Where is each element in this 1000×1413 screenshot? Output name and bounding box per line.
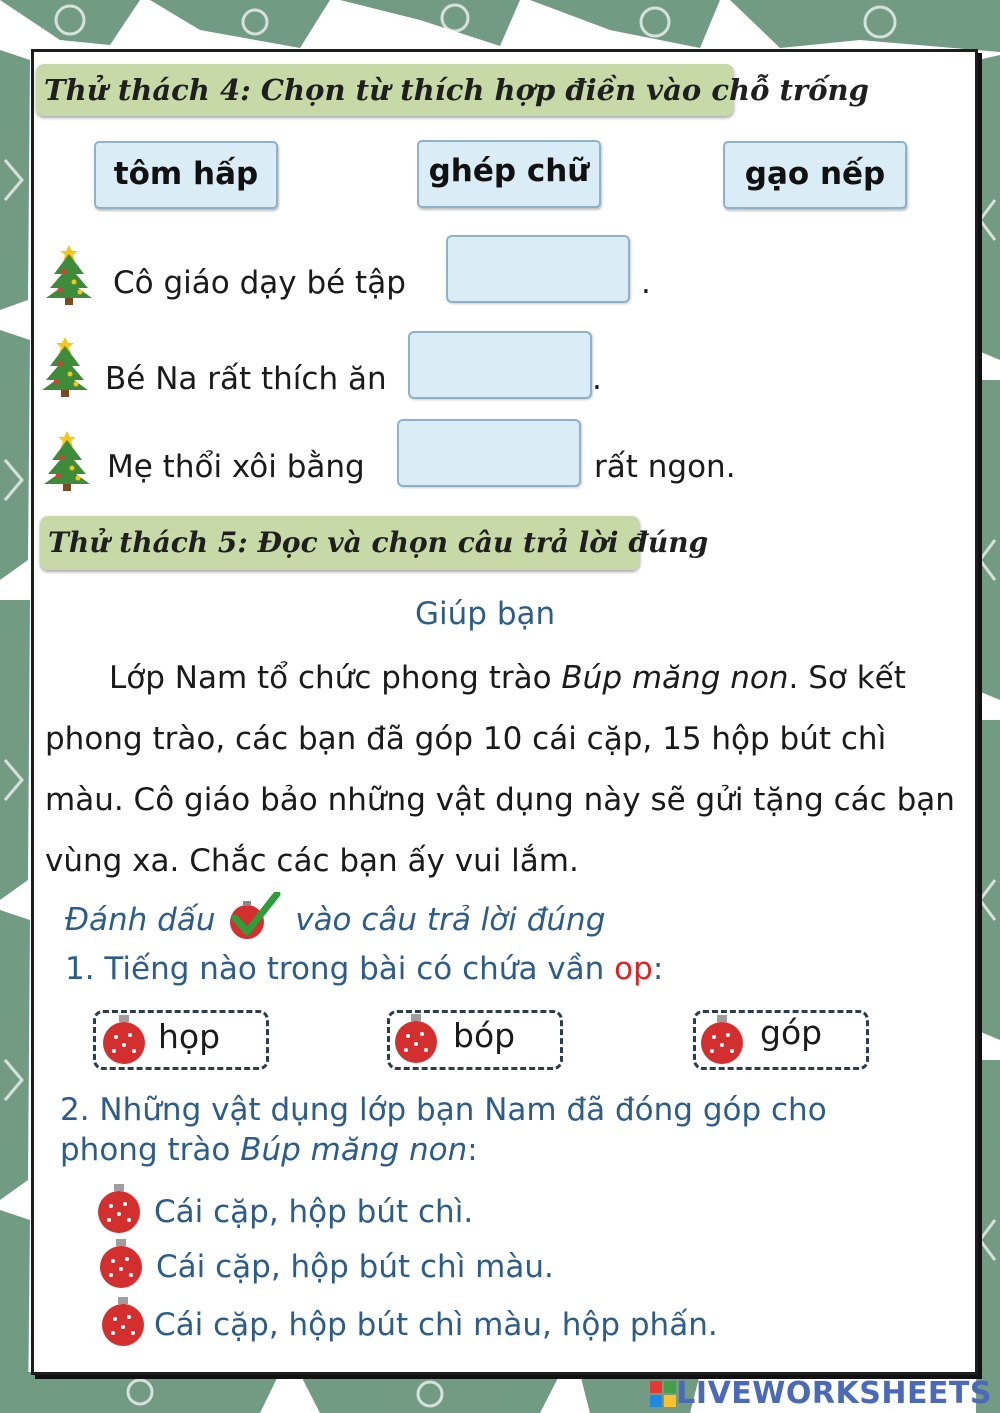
question-2-text: phong trào bbox=[60, 1132, 241, 1168]
christmas-tree-icon bbox=[38, 334, 92, 398]
challenge-4-title: Thử thách 4: Chọn từ thích hợp điền vào chỗ trống bbox=[44, 73, 869, 107]
christmas-tree-icon bbox=[42, 242, 96, 306]
question-2-line-1: 2. Những vật dụng lớp bạn Nam đã đóng góp cho bbox=[60, 1092, 827, 1128]
instruction-text-after: vào câu trả lời đúng bbox=[295, 902, 606, 938]
ornament-radio-icon[interactable] bbox=[100, 1013, 148, 1067]
sentence-3-text: Mẹ thổi xôi bằng bbox=[107, 449, 365, 485]
checkmark-ornament-icon bbox=[227, 892, 283, 942]
answer-blank-2[interactable] bbox=[408, 331, 592, 399]
liveworksheets-brand: LIVEWORKSHEETS bbox=[676, 1376, 992, 1411]
ornament-radio-icon[interactable] bbox=[392, 1012, 440, 1066]
ornament-radio-icon[interactable] bbox=[97, 1237, 145, 1291]
challenge-5-title: Thử thách 5: Đọc và chọn câu trả lời đúng bbox=[48, 526, 709, 559]
q2-option-3-label[interactable]: Cái cặp, hộp bút chì màu, hộp phấn. bbox=[154, 1307, 718, 1343]
liveworksheets-logo bbox=[650, 1376, 992, 1411]
challenge-5-banner bbox=[40, 516, 709, 570]
story-text-part-2: . Sơ kết phong trào, các bạn đã góp 10 cái cặp, 15 hộp bút chì màu. Cô giáo bảo những vật dụng này sẽ gửi tặng các bạn vùng xa. Chắc các bạn ấy vui lắm. bbox=[45, 660, 955, 879]
instruction-text-before: Đánh dấu bbox=[65, 902, 216, 938]
q1-option-2-label: bóp bbox=[453, 1016, 516, 1055]
ornament-radio-icon[interactable] bbox=[95, 1182, 143, 1236]
word-chip-tom-hap[interactable]: tôm hấp bbox=[94, 141, 278, 209]
sentence-1-end: . bbox=[641, 265, 651, 301]
story-text-part-1: Lớp Nam tổ chức phong trào bbox=[109, 660, 562, 696]
word-chip-ghep-chu[interactable]: ghép chữ bbox=[417, 140, 601, 208]
q2-option-1-label[interactable]: Cái cặp, hộp bút chì. bbox=[154, 1194, 474, 1230]
question-1 bbox=[65, 951, 663, 987]
ornament-radio-icon[interactable] bbox=[698, 1013, 746, 1067]
word-chip-gao-nep[interactable]: gạo nếp bbox=[723, 141, 907, 209]
q1-option-3-label: góp bbox=[760, 1013, 823, 1052]
answer-blank-3[interactable] bbox=[397, 419, 581, 487]
story-paragraph bbox=[45, 648, 965, 892]
movement-name: Búp măng non bbox=[561, 660, 789, 696]
christmas-tree-icon bbox=[40, 428, 94, 492]
sentence-1-text: Cô giáo dạy bé tập bbox=[113, 265, 406, 301]
instruction bbox=[65, 892, 605, 942]
ornament-radio-icon[interactable] bbox=[99, 1295, 147, 1349]
question-2-line-2 bbox=[60, 1132, 478, 1168]
sentence-2-end: . bbox=[592, 361, 602, 397]
story-title: Giúp bạn bbox=[415, 596, 556, 632]
question-1-text: 1. Tiếng nào trong bài có chứa vần bbox=[65, 951, 615, 987]
rhyme-highlight: op bbox=[614, 951, 653, 987]
liveworksheets-logo-icon bbox=[650, 1381, 676, 1407]
sentence-3-end: rất ngon. bbox=[594, 449, 736, 485]
challenge-4-banner bbox=[36, 64, 869, 116]
sentence-2-text: Bé Na rất thích ăn bbox=[105, 361, 387, 397]
q1-option-1-label: họp bbox=[158, 1017, 221, 1056]
q2-option-2-label[interactable]: Cái cặp, hộp bút chì màu. bbox=[156, 1249, 554, 1285]
question-1-colon: : bbox=[652, 951, 664, 987]
question-2-colon: : bbox=[467, 1132, 478, 1168]
answer-blank-1[interactable] bbox=[446, 235, 630, 303]
question-2-italic: Búp măng non bbox=[240, 1132, 468, 1168]
